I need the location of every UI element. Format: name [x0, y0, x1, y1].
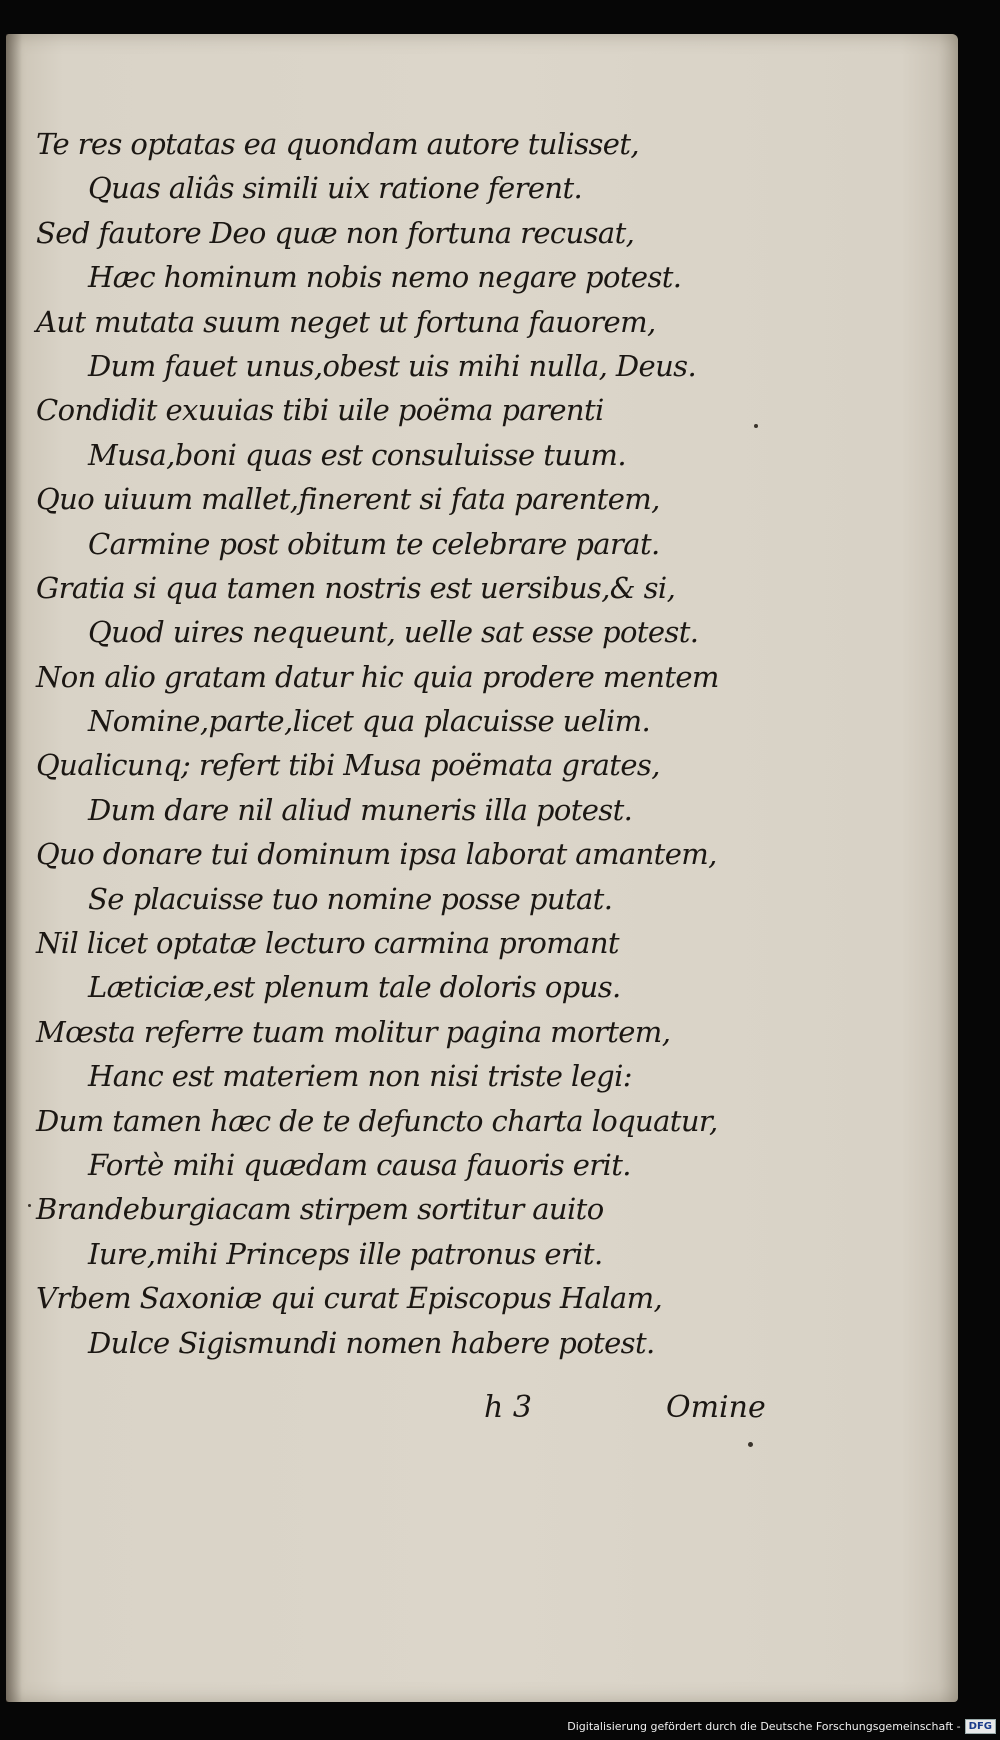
verse-line: Dum tamen hæc de te defuncto charta loquatur,: [36, 1103, 718, 1138]
book-page: [6, 34, 958, 1702]
paper-speck: [28, 1204, 31, 1207]
verse-line: Non alio gratam datur hic quia prodere mentem: [36, 659, 719, 694]
paper-speck: [748, 1442, 753, 1447]
verse-line: Hæc hominum nobis nemo negare potest.: [88, 260, 682, 295]
verse-line: Carmine post obitum te celebrare parat.: [88, 526, 660, 561]
verse-line: Qualicunq; refert tibi Musa poëmata grates,: [36, 748, 660, 783]
verse-line: Quo donare tui dominum ipsa laborat amantem,: [36, 837, 717, 872]
verse-line: Vrbem Saxoniæ qui curat Episcopus Halam,: [36, 1281, 663, 1316]
paper-speck: [754, 424, 758, 428]
verse-line: Aut mutata suum neget ut fortuna fauorem,: [36, 304, 656, 339]
verse-line: Quas aliâs simili uix ratione ferent.: [88, 171, 583, 206]
verse-line: Fortè mihi quædam causa fauoris erit.: [88, 1147, 631, 1182]
verse-line: Quod uires nequeunt, uelle sat esse potest.: [88, 615, 699, 650]
verse-line: Gratia si qua tamen nostris est uersibus,& si,: [36, 570, 676, 605]
verse-line: Nil licet optatæ lecturo carmina promant: [36, 926, 619, 961]
verse-lines: [36, 122, 736, 1365]
verse-line: Iure,mihi Princeps ille patronus erit.: [88, 1236, 603, 1271]
verse-line: Nomine,parte,licet qua placuisse uelim.: [88, 704, 651, 739]
verse-line: Musa,boni quas est consuluisse tuum.: [88, 437, 626, 472]
verse-line: Læticiæ,est plenum tale doloris opus.: [88, 970, 621, 1005]
signature-mark: h 3: [484, 1390, 532, 1425]
verse-line: Hanc est materiem non nisi triste legi:: [88, 1059, 632, 1094]
verse-line: Dulce Sigismundi nomen habere potest.: [88, 1325, 655, 1360]
verse-line: Sed fautore Deo quæ non fortuna recusat,: [36, 215, 635, 250]
verse-text-block: [36, 122, 736, 1365]
digitization-footer: [567, 1719, 996, 1734]
verse-line: Condidit exuuias tibi uile poëma parenti: [36, 393, 604, 428]
verse-line: Se placuisse tuo nomine posse putat.: [88, 881, 613, 916]
verse-line: Quo uiuum mallet,finerent si fata parentem,: [36, 482, 660, 517]
verse-line: Dum fauet unus,obest uis mihi nulla, Deus.: [88, 348, 697, 383]
verse-line: Mœsta referre tuam molitur pagina mortem,: [36, 1014, 671, 1049]
footer-text: Digitalisierung gefördert durch die Deutsche Forschungsgemeinschaft -: [567, 1720, 961, 1733]
verse-line: Brandeburgiacam stirpem sortitur auito: [36, 1192, 604, 1227]
catchword: Omine: [666, 1390, 766, 1425]
verse-line: Dum dare nil aliud muneris illa potest.: [88, 792, 633, 827]
dfg-logo-icon: DFG: [965, 1719, 996, 1734]
verse-line: Te res optatas ea quondam autore tulisset,: [36, 127, 640, 161]
